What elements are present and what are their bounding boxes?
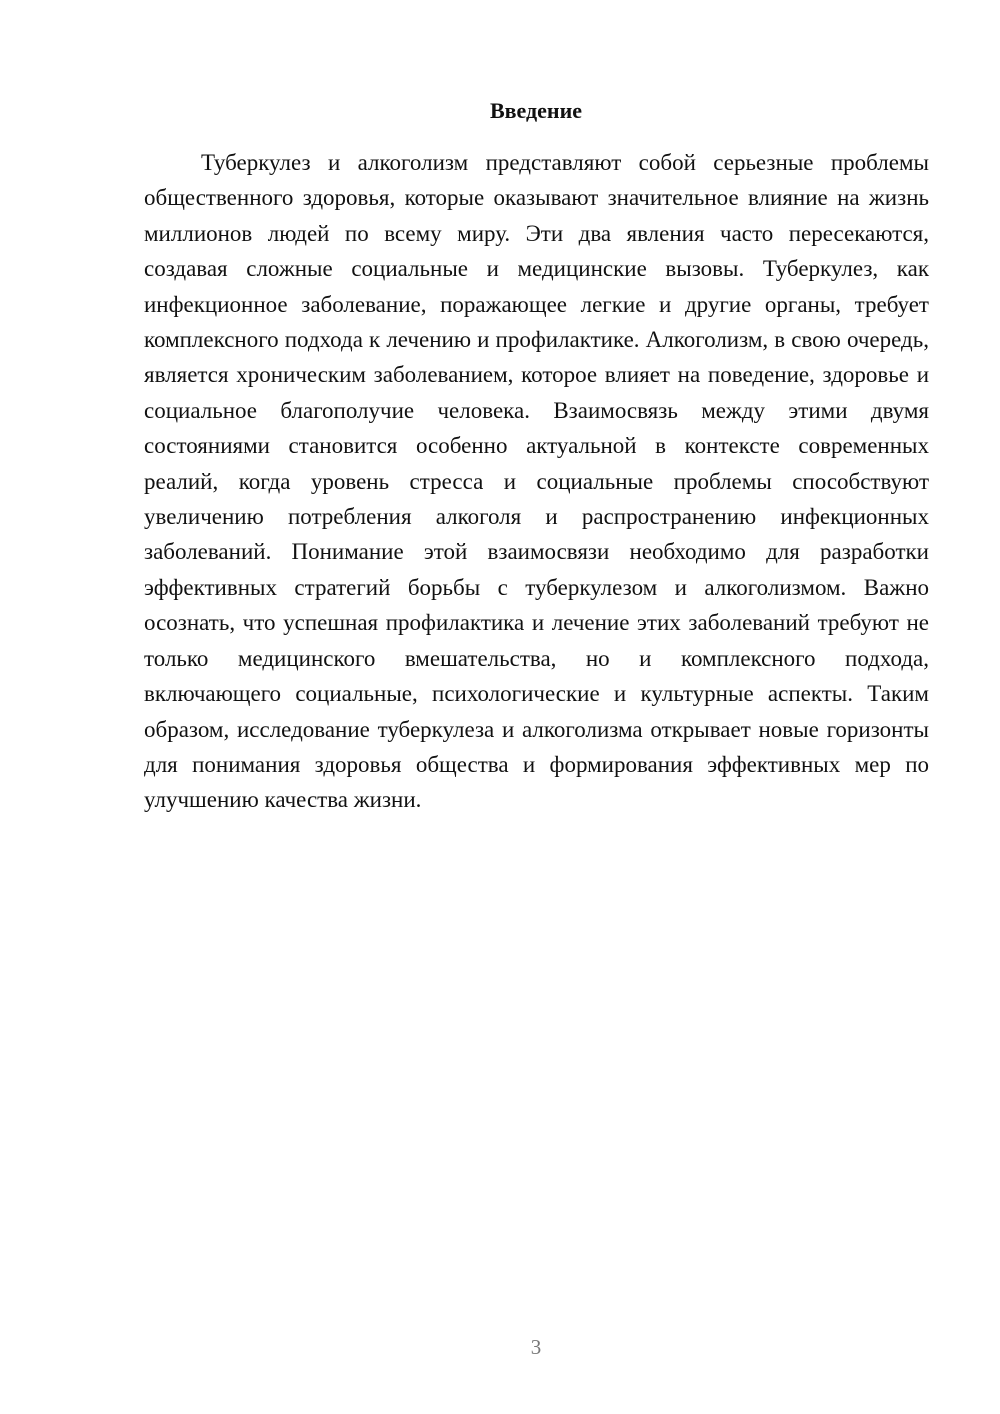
section-title: Введение <box>489 98 583 123</box>
page-number: 3 <box>530 1335 542 1359</box>
body-paragraph: Туберкулез и алкоголизм представляют собой серьезные проблемы общественного здоровья, которые оказывают значительное влияние на жизнь миллионов людей по всему миру. Эти два явления часто пересекаются, создавая сложные социальные и медицинские вызовы. Туберкулез, как инфекционное заболевание, поражающее легкие и другие органы, требует комплексного подхода к лечению и профилактике. Алкоголизм, в свою очередь, является хроническим заболеванием, которое влияет на поведение, здоровье и социальное благополучие человека. Взаимосвязь между этими двумя состояниями становится особенно актуальной в контексте современных реалий, когда уровень стресса и социальные проблемы способствуют увеличению потребления алкоголя и распространению инфекционных заболеваний. Понимание этой взаимосвязи необходимо для разработки эффективных стратегий борьбы с туберкулезом и алкоголизмом. Важно осознать, что успешная профилактика и лечение этих заболеваний требуют не только медицинского вмешательства, но и комплексного подхода, включающего социальные, психологические и культурные аспекты. Таким образом, исследование туберкулеза и алкоголизма открывает новые горизонты для понимания здоровья общества и формирования эффективных мер по улучшению качества жизни. <box>144 150 929 813</box>
